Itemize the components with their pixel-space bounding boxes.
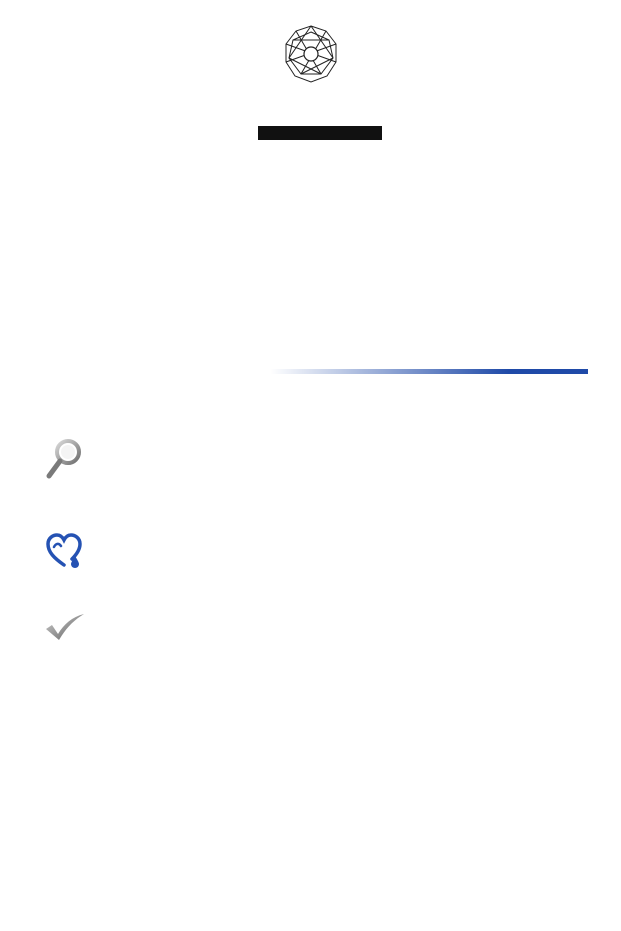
decorative-wave-bottom xyxy=(0,730,621,930)
heading-underline xyxy=(270,369,588,374)
brand-emblem-icon xyxy=(281,24,341,84)
checkmark-icon xyxy=(44,612,86,642)
decorative-wave-top xyxy=(0,140,621,260)
brand-subtitle xyxy=(258,126,382,140)
magnifier-icon xyxy=(44,437,84,481)
heart-drop-icon xyxy=(44,531,84,571)
